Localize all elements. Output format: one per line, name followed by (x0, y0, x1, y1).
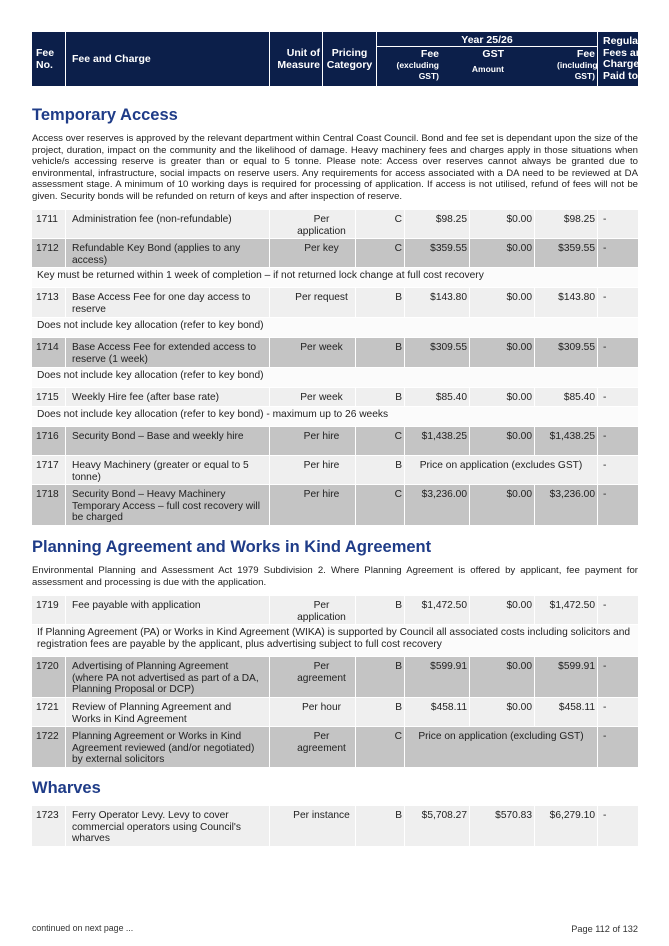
fee-no: 1718 (32, 485, 65, 525)
pricing-category: B (356, 698, 404, 726)
gst-amount: $0.00 (470, 338, 534, 367)
pricing-category: B (356, 657, 404, 697)
regulatory: - (598, 239, 638, 267)
fee-no: 1713 (32, 288, 65, 317)
regulatory: - (598, 288, 638, 317)
unit-of-measure: Per hire (270, 456, 355, 484)
unit-of-measure: Per application (270, 210, 355, 238)
gst-amount: $0.00 (470, 657, 534, 697)
fee-incl-gst: $6,279.10 (535, 806, 597, 846)
header-regulatory: Regulatory Fees and Charges Paid to (598, 32, 638, 86)
fee-description: Base Access Fee for one day access to reserve (66, 288, 269, 317)
pricing-category: C (356, 239, 404, 267)
regulatory: - (598, 210, 638, 238)
header-gst: GST Amount (471, 48, 504, 74)
fee-no: 1721 (32, 698, 65, 726)
regulatory: - (598, 698, 638, 726)
fee-no: 1711 (32, 210, 65, 238)
fee-description: Review of Planning Agreement and Works in Kind Agreement (66, 698, 269, 726)
row-note-1719: If Planning Agreement (PA) or Works in Kind Agreement (WIKA) is supported by Council all associated costs including solicitors and registration fees are payable by the applicant, plus advertising subject to full cost recovery (32, 625, 638, 656)
row-note-1715: Does not include key allocation (refer to key bond) - maximum up to 26 weeks (32, 407, 638, 426)
section-description-temporary-access: Access over reserves is approved by the relevant department within Central Coast Council. Bond and fee set is dependant upon the size of the project, duration, impact on the community and the likelihood of damage. Heavy machinery fees and charges apply in those situations when vehicle/s accessing reserve is greater than or equal to 5 tonne. Please note: Access over reserves cannot always be granted due to environmental, infrastructure, social impacts on reserve users. Any requirements for access associated with a DA need to be reviewed at DA assessment stage. A minimum of 10 working days is required for processing of application. If access is not utilised, refund of fees will not be given. Security bonds will be refunded on return of keys and after inspection of reserve. (32, 133, 638, 202)
section-description-planning-agreement: Environmental Planning and Assessment Act 1979 Subdivision 2. Where Planning Agreement is offered by applicant, fee payment for assessment and processing is due with the application. (32, 565, 638, 588)
fee-no: 1712 (32, 239, 65, 267)
fee-excl-gst: $309.55 (405, 338, 469, 367)
table-row-1723 (32, 806, 638, 846)
unit-of-measure: Per week (270, 338, 355, 367)
pricing-category: B (356, 338, 404, 367)
fee-excl-gst: $143.80 (405, 288, 469, 317)
fee-incl-gst: $458.11 (535, 698, 597, 726)
table-header (32, 32, 658, 86)
table-row-1711 (32, 210, 638, 238)
gst-amount: $0.00 (470, 485, 534, 525)
fee-description: Planning Agreement or Works in Kind Agreement reviewed (and/or negotiated) by external solicitors (66, 727, 269, 767)
fee-excl-gst: $5,708.27 (405, 806, 469, 846)
table-row-1720 (32, 657, 638, 697)
fee-excl-gst: $458.11 (405, 698, 469, 726)
gst-amount: $0.00 (470, 239, 534, 267)
table-row-1717 (32, 456, 638, 484)
table-row-1713 (32, 288, 638, 317)
section-title-temporary-access: Temporary Access (32, 106, 178, 124)
fee-description: Administration fee (non-refundable) (66, 210, 269, 238)
gst-amount: $570.83 (470, 806, 534, 846)
regulatory: - (598, 596, 638, 624)
price-on-application: Price on application (excludes GST) (405, 456, 597, 484)
fee-description: Security Bond – Base and weekly hire (66, 427, 269, 455)
fee-no: 1720 (32, 657, 65, 697)
fee-excl-gst: $599.91 (405, 657, 469, 697)
fee-no: 1719 (32, 596, 65, 624)
fee-incl-gst: $3,236.00 (535, 485, 597, 525)
header-year-group (377, 32, 597, 86)
pricing-category: C (356, 210, 404, 238)
fee-incl-gst: $1,472.50 (535, 596, 597, 624)
gst-amount: $0.00 (470, 596, 534, 624)
unit-of-measure: Per instance (270, 806, 355, 846)
unit-of-measure: Per hour (270, 698, 355, 726)
continued-notice: continued on next page ... (32, 923, 134, 933)
table-row-1714 (32, 338, 638, 367)
table-row-1715 (32, 388, 638, 406)
header-year: Year 25/26 (461, 34, 513, 46)
header-year-divider (377, 46, 597, 47)
row-note-1713: Does not include key allocation (refer to key bond) (32, 318, 638, 337)
unit-of-measure: Per hire (270, 427, 355, 455)
unit-of-measure: Per request (270, 288, 355, 317)
fee-excl-gst: $1,472.50 (405, 596, 469, 624)
fee-description: Heavy Machinery (greater or equal to 5 tonne) (66, 456, 269, 484)
fee-description: Refundable Key Bond (applies to any access) (66, 239, 269, 267)
header-fee-excl: Fee (excluding GST) (396, 48, 439, 81)
fee-description: Weekly Hire fee (after base rate) (66, 388, 269, 406)
gst-amount: $0.00 (470, 427, 534, 455)
row-note-1714: Does not include key allocation (refer to key bond) (32, 368, 638, 387)
row-note-1712: Key must be returned within 1 week of completion – if not returned lock change at full cost recovery (32, 268, 638, 287)
pricing-category: C (356, 485, 404, 525)
section-title-planning-agreement: Planning Agreement and Works in Kind Agreement (32, 538, 432, 556)
unit-of-measure: Per hire (270, 485, 355, 525)
fee-incl-gst: $599.91 (535, 657, 597, 697)
fee-no: 1715 (32, 388, 65, 406)
fee-no: 1722 (32, 727, 65, 767)
regulatory: - (598, 727, 638, 767)
fee-incl-gst: $309.55 (535, 338, 597, 367)
fee-no: 1714 (32, 338, 65, 367)
table-row-1712 (32, 239, 638, 267)
regulatory: - (598, 485, 638, 525)
price-on-application: Price on application (excluding GST) (405, 727, 597, 767)
section-title-wharves: Wharves (32, 779, 101, 797)
header-fee-no: Fee No. (32, 32, 65, 86)
fee-excl-gst: $98.25 (405, 210, 469, 238)
fee-description: Advertising of Planning Agreement (where PA not advertised as part of a DA, Planning Proposal or DCP) (66, 657, 269, 697)
fee-description: Base Access Fee for extended access to reserve (1 week) (66, 338, 269, 367)
pricing-category: B (356, 456, 404, 484)
unit-of-measure: Per application (270, 596, 355, 624)
gst-amount: $0.00 (470, 698, 534, 726)
fee-description: Security Bond – Heavy Machinery Temporary Access – full cost recovery will be charged (66, 485, 269, 525)
pricing-category: B (356, 388, 404, 406)
header-pricing-category: Pricing Category (323, 32, 376, 86)
table-row-1716 (32, 427, 638, 455)
unit-of-measure: Per week (270, 388, 355, 406)
regulatory: - (598, 388, 638, 406)
fee-excl-gst: $359.55 (405, 239, 469, 267)
pricing-category: C (356, 427, 404, 455)
fee-incl-gst: $143.80 (535, 288, 597, 317)
pricing-category: B (356, 806, 404, 846)
fee-excl-gst: $3,236.00 (405, 485, 469, 525)
unit-of-measure: Per agreement (270, 727, 355, 767)
fee-incl-gst: $98.25 (535, 210, 597, 238)
gst-amount: $0.00 (470, 388, 534, 406)
regulatory: - (598, 456, 638, 484)
fee-no: 1716 (32, 427, 65, 455)
fee-no: 1717 (32, 456, 65, 484)
page-number: Page 112 of 132 (571, 924, 638, 934)
fee-incl-gst: $1,438.25 (535, 427, 597, 455)
fee-description: Fee payable with application (66, 596, 269, 624)
header-unit-of-measure: Unit of Measure (270, 32, 322, 86)
fee-excl-gst: $1,438.25 (405, 427, 469, 455)
pricing-category: B (356, 596, 404, 624)
unit-of-measure: Per agreement (270, 657, 355, 697)
fee-excl-gst: $85.40 (405, 388, 469, 406)
gst-amount: $0.00 (470, 210, 534, 238)
regulatory: - (598, 806, 638, 846)
unit-of-measure: Per key (270, 239, 355, 267)
regulatory: - (598, 338, 638, 367)
header-fee-and-charge: Fee and Charge (66, 32, 269, 86)
regulatory: - (598, 657, 638, 697)
table-row-1718 (32, 485, 638, 525)
header-fee-incl: Fee (including GST) (557, 48, 598, 81)
gst-amount: $0.00 (470, 288, 534, 317)
pricing-category: B (356, 288, 404, 317)
regulatory: - (598, 427, 638, 455)
table-row-1721 (32, 698, 638, 726)
fee-no: 1723 (32, 806, 65, 846)
fee-incl-gst: $359.55 (535, 239, 597, 267)
fee-incl-gst: $85.40 (535, 388, 597, 406)
table-row-1719 (32, 596, 638, 624)
table-row-1722 (32, 727, 638, 767)
pricing-category: C (356, 727, 404, 767)
fee-description: Ferry Operator Levy. Levy to cover commercial operators using Council's wharves (66, 806, 269, 846)
